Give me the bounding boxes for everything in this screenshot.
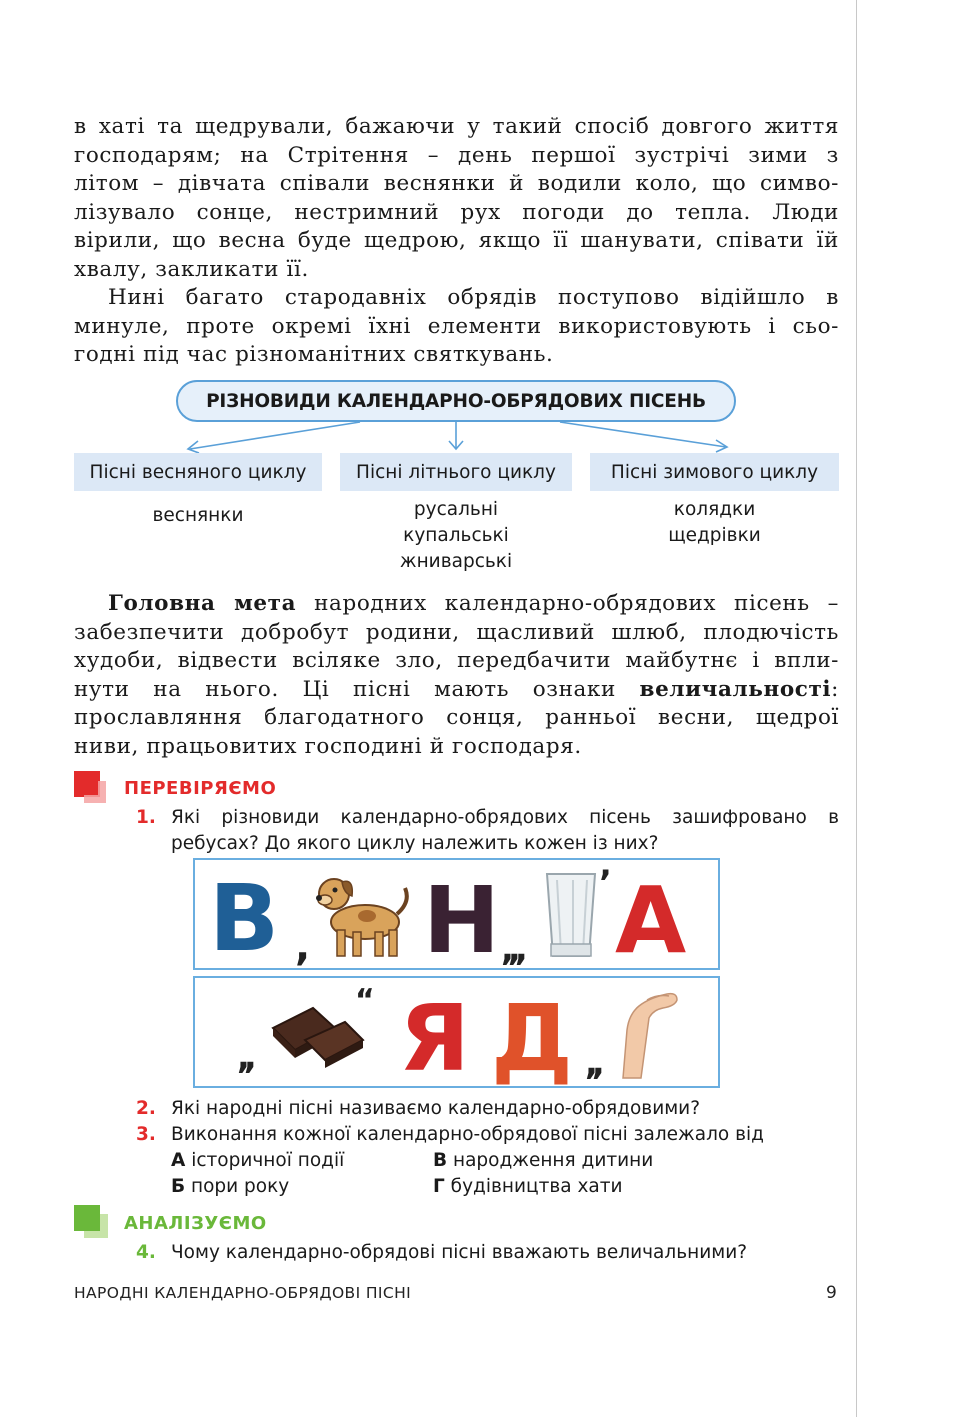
question-4 xyxy=(136,1240,839,1266)
question-text xyxy=(171,805,839,857)
section-title-analyze: АНАЛІЗУЄМО xyxy=(124,1213,267,1234)
summer-items xyxy=(340,497,572,575)
arrow-left xyxy=(190,422,360,449)
option-text: будівництва хати xyxy=(444,1176,623,1197)
text-span: народних календарно-обрядових пісень – xyxy=(296,591,839,616)
question-number: 1. xyxy=(136,807,156,828)
text-span: нути на нього. Ці пісні мають ознаки xyxy=(74,676,640,702)
arrow-right xyxy=(560,422,726,447)
rebus-letter-v: В xyxy=(209,865,280,968)
rebus-quotes: ‘‘ xyxy=(355,983,370,1018)
text-line: Нині багато стародавніх обрядів поступово відійшло в xyxy=(108,285,839,310)
section-title-check: ПЕРЕВІРЯЄМО xyxy=(124,778,277,799)
main-paragraph xyxy=(74,590,839,761)
question-2 xyxy=(136,1096,839,1122)
dog-icon xyxy=(316,879,407,956)
bold-term: Головна мета xyxy=(108,591,297,616)
rebus-commas: ,, xyxy=(585,1043,599,1083)
rebus-letter-d: Д xyxy=(491,985,573,1086)
song-type: русальні xyxy=(413,499,499,520)
question-text: Виконання кожної календарно-обрядової пісні залежало від xyxy=(171,1124,764,1145)
spring-items xyxy=(74,503,322,529)
text-line: худоби, відвести всіляке зло, передбачити майбутнє і впли- xyxy=(74,648,839,673)
question-text: Чому календарно-обрядові пісні вважають величальними? xyxy=(171,1242,748,1263)
rebus-letter-ya: Я xyxy=(399,985,470,1086)
question-number: 4. xyxy=(136,1242,156,1263)
text-line: минуле, проте окремі їхні елементи використовують і сьо- xyxy=(74,313,839,339)
text-line: лізувало сонце, нестримний рух погоди до тепла. Люди xyxy=(74,199,839,225)
rebus-commas: ,, xyxy=(237,1037,251,1077)
option-g xyxy=(433,1174,623,1200)
option-v xyxy=(433,1148,653,1174)
text-line xyxy=(74,590,839,619)
option-key: В xyxy=(433,1150,448,1171)
category-summer: Пісні літнього циклу xyxy=(340,453,572,491)
rebus-comma: , xyxy=(295,924,311,968)
glass-icon xyxy=(547,874,595,956)
text-line: хвалу, закликати її. xyxy=(74,256,309,282)
question-text: Які народні пісні називаємо календарно-обрядовими? xyxy=(171,1098,701,1119)
bold-term: величальності xyxy=(639,676,832,702)
text-line: літом – дівчата співали веснянки й водили коло, що симво- xyxy=(74,171,839,196)
song-type: веснянки xyxy=(152,505,244,526)
section-marker-front xyxy=(74,771,98,795)
rebus-apostrophe: ’ xyxy=(599,863,612,903)
text-line: годні під час різноманітних святкувань. xyxy=(74,342,554,367)
text-line: ребусах? До якого циклу належить кожен із них? xyxy=(171,833,659,854)
text-line: в хаті та щедрували, бажаючи у такий спосіб довгого життя xyxy=(74,114,839,139)
option-text: історичної події xyxy=(185,1150,345,1171)
text-line xyxy=(74,676,839,705)
option-a xyxy=(171,1148,344,1174)
question-number: 2. xyxy=(136,1098,156,1119)
footer-chapter-title: НАРОДНІ КАЛЕНДАРНО-ОБРЯДОВІ ПІСНІ xyxy=(74,1284,412,1302)
winter-items xyxy=(590,497,839,549)
rebus-letter-a: А xyxy=(615,867,687,968)
question-3 xyxy=(136,1122,839,1148)
song-type: щедрівки xyxy=(668,525,761,546)
section-marker-green xyxy=(74,1205,100,1231)
text-span: : xyxy=(831,676,839,702)
option-text: народження дитини xyxy=(447,1150,654,1171)
arrowhead-left xyxy=(188,441,199,453)
song-type: колядки xyxy=(673,499,756,520)
question-1 xyxy=(136,805,839,857)
text-line: Які різновиди календарно-обрядових пісень зашифровано в xyxy=(171,807,839,828)
option-key: Б xyxy=(171,1176,186,1197)
rebus-2 xyxy=(193,976,720,1088)
song-type: жниварські xyxy=(399,551,513,572)
diagram-title: РІЗНОВИДИ КАЛЕНДАРНО-ОБРЯДОВИХ ПІСЕНЬ xyxy=(176,380,736,422)
chocolate-icon xyxy=(273,1008,363,1068)
song-type: купальські xyxy=(403,525,509,546)
text-line: вірили, що весна буде щедрою, якщо її шанувати, співати їй xyxy=(74,228,839,253)
rebus-1-picture xyxy=(195,860,718,968)
category-spring: Пісні весняного циклу xyxy=(74,453,322,491)
question-number: 3. xyxy=(136,1124,156,1145)
text-line: ниви, працьовитих господині й господаря. xyxy=(74,733,582,759)
rebus-commas: ,,, xyxy=(501,929,522,968)
text-line: прославляння благодатного сонця, ранньої весни, щедрої xyxy=(74,705,839,730)
text-line: господарям; на Стрітення – день першої зустрічі зими з xyxy=(74,142,839,168)
option-b xyxy=(171,1174,289,1200)
text-line: забезпечити добробут родини, щасливий шлюб, плодючість xyxy=(74,619,839,645)
option-key: Г xyxy=(433,1176,445,1197)
rebus-1 xyxy=(193,858,720,970)
option-text: пори року xyxy=(185,1176,290,1197)
category-winter: Пісні зимового циклу xyxy=(590,453,839,491)
hand-icon xyxy=(623,994,677,1078)
rebus-letter-n: Н xyxy=(423,867,500,968)
page-number: 9 xyxy=(826,1283,837,1303)
option-key: А xyxy=(171,1150,186,1171)
rebus-2-picture xyxy=(195,978,718,1086)
diagram-arrows xyxy=(0,0,963,460)
